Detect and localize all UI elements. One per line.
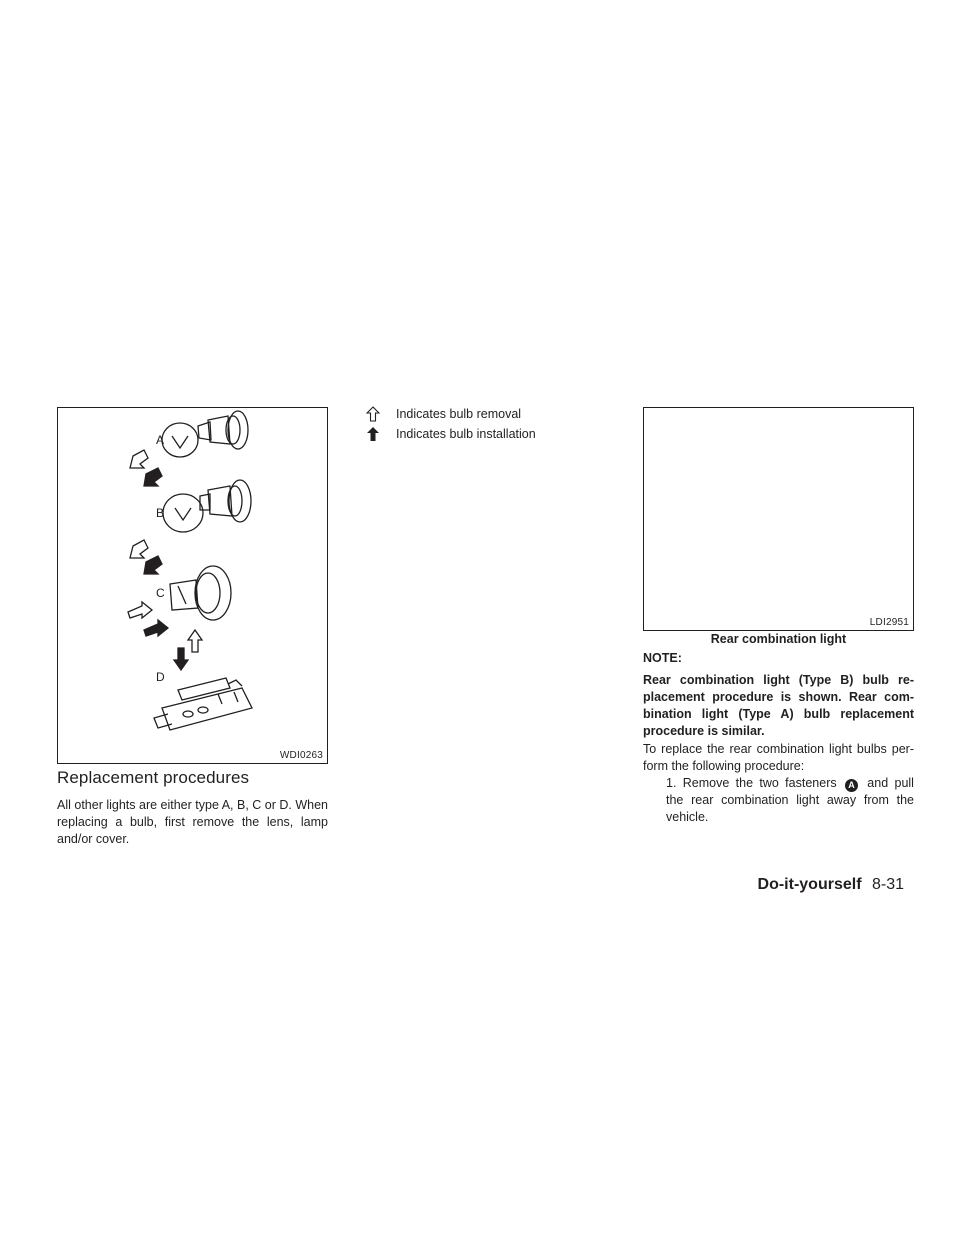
bulb-label-a: A xyxy=(156,433,165,447)
step-number: 1. xyxy=(666,776,677,790)
page-footer xyxy=(758,876,904,894)
outline-arrow-icon xyxy=(362,406,384,422)
bulb-label-d: D xyxy=(156,670,165,684)
procedure-step-1 xyxy=(666,775,914,826)
section-body: All other lights are either type A, B, C or D. When replacing a bulb, first remove the lens, lamp and/or cover. xyxy=(57,798,328,846)
bulb-types-figure xyxy=(57,407,328,764)
fastener-marker-a: A xyxy=(845,779,858,792)
section-heading: Replacement procedures xyxy=(57,768,250,787)
note-text: Rear combination light (Type B) bulb re-placement procedure is shown. Rear com-bination light (Type A) bulb replacement procedure is similar. xyxy=(643,673,914,738)
bulb-d-drawing xyxy=(154,678,252,730)
bulb-b-drawing xyxy=(163,480,251,532)
legend-removal xyxy=(362,406,592,422)
step-text-before: Remove the two fasteners xyxy=(682,776,837,790)
rear-combination-light-figure xyxy=(643,407,914,631)
legend-installation-label: Indicates bulb installation xyxy=(396,427,536,441)
figure-caption: Rear combination light xyxy=(710,632,847,646)
bulb-label-b: B xyxy=(156,506,165,520)
bulb-label-c: C xyxy=(156,586,165,600)
step-text-after: and pull the rear combination light away from the vehicle. xyxy=(666,776,914,824)
legend-installation xyxy=(362,426,592,442)
arrow-legend xyxy=(362,406,592,442)
note-title: NOTE: xyxy=(643,651,682,665)
legend-removal-label: Indicates bulb removal xyxy=(396,407,522,421)
bulb-c-drawing xyxy=(170,566,231,620)
footer-page-number: 8-31 xyxy=(871,876,904,893)
bulb-types-illustration xyxy=(58,408,327,748)
figure-code-right: LDI2951 xyxy=(869,617,909,628)
procedure-intro: To replace the rear combination light bulbs per-form the following procedure: xyxy=(643,742,914,773)
footer-section: Do-it-yourself xyxy=(757,876,862,893)
bulb-a-drawing xyxy=(162,411,248,457)
figure-code: WDI0263 xyxy=(279,750,323,761)
solid-arrow-icon xyxy=(362,426,384,442)
